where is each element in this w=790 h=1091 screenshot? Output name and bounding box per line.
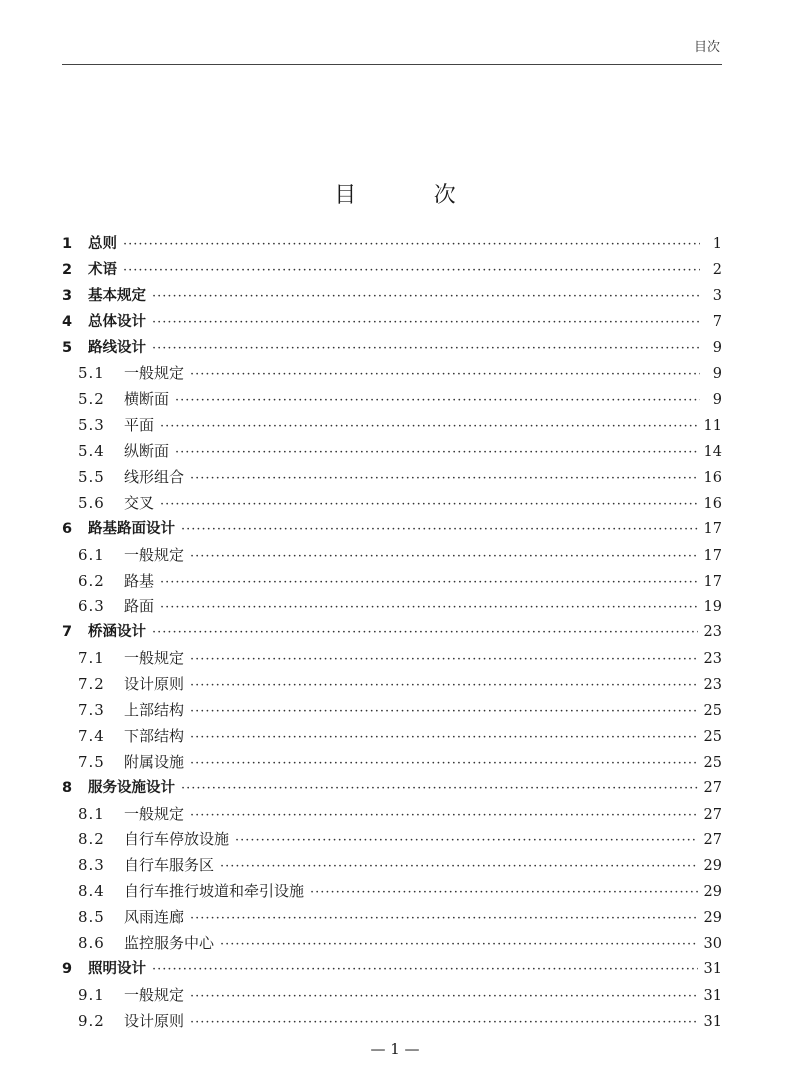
toc-entry-page: 17 xyxy=(703,547,722,564)
toc-entry-title: 附属设施 xyxy=(124,752,185,771)
toc-entry-number: 7.1 xyxy=(78,649,105,668)
toc-entry-title: 下部结构 xyxy=(124,726,185,745)
toc-entry-page: 25 xyxy=(703,703,722,720)
toc-entry-number: 8 xyxy=(62,779,73,796)
toc-entry-page: 31 xyxy=(703,1013,722,1030)
toc-section-entry[interactable] xyxy=(62,361,722,387)
toc-entry-page: 19 xyxy=(703,599,722,616)
toc-entry-title: 路面 xyxy=(124,597,155,616)
toc-entry-title: 总则 xyxy=(88,236,117,252)
toc-entry-page: 3 xyxy=(712,287,722,304)
toc-entry-page: 14 xyxy=(703,444,722,461)
toc-entry-title: 平面 xyxy=(124,416,155,435)
toc-section-entry[interactable] xyxy=(62,439,722,465)
toc-chapter-entry[interactable] xyxy=(62,258,722,284)
toc-section-entry[interactable] xyxy=(62,465,722,491)
toc-dot-leader xyxy=(152,620,698,646)
toc-dot-leader xyxy=(123,258,700,284)
toc-section-entry[interactable] xyxy=(62,1009,722,1035)
toc-entry-number: 7.2 xyxy=(78,675,105,694)
running-header-section: 目次 xyxy=(693,40,720,55)
toc-section-entry[interactable] xyxy=(62,594,722,620)
toc-entry-page: 9 xyxy=(712,366,722,383)
toc-section-entry[interactable] xyxy=(62,543,722,569)
toc-entry-number: 6.1 xyxy=(78,545,105,564)
toc-entry-title: 自行车服务区 xyxy=(124,856,215,875)
toc-entry-title: 设计原则 xyxy=(124,675,185,694)
toc-entry-number: 2 xyxy=(62,261,73,278)
toc-section-entry[interactable] xyxy=(62,879,722,905)
toc-dot-leader xyxy=(190,699,698,725)
toc-entry-title: 路基 xyxy=(124,571,155,590)
toc-section-entry[interactable] xyxy=(62,491,722,517)
toc-section-entry[interactable] xyxy=(62,387,722,413)
toc-dot-leader xyxy=(175,388,700,414)
toc-entry-title: 一般规定 xyxy=(124,545,185,564)
toc-entry-title: 一般规定 xyxy=(124,985,185,1004)
header-divider xyxy=(62,64,722,65)
toc-entry-title: 一般规定 xyxy=(124,649,185,668)
toc-dot-leader xyxy=(190,751,698,777)
toc-chapter-entry[interactable] xyxy=(62,284,722,310)
toc-dot-leader xyxy=(190,647,698,673)
toc-entry-number: 6.3 xyxy=(78,597,105,616)
toc-section-entry[interactable] xyxy=(62,853,722,879)
toc-section-entry[interactable] xyxy=(62,802,722,828)
toc-section-entry[interactable] xyxy=(62,672,722,698)
toc-entry-page: 27 xyxy=(703,832,722,849)
toc-section-entry[interactable] xyxy=(62,827,722,853)
toc-dot-leader xyxy=(160,595,698,621)
toc-section-entry[interactable] xyxy=(62,724,722,750)
toc-entry-page: 25 xyxy=(703,728,722,745)
toc-entry-page: 7 xyxy=(712,313,722,330)
toc-dot-leader xyxy=(190,466,698,492)
toc-entry-page: 17 xyxy=(703,520,722,537)
toc-entry-number: 8.3 xyxy=(78,856,105,875)
toc-section-entry[interactable] xyxy=(62,983,722,1009)
toc-section-entry[interactable] xyxy=(62,750,722,776)
toc-entry-page: 11 xyxy=(703,418,722,435)
toc-dot-leader xyxy=(181,517,698,543)
toc-entry-title: 自行车停放设施 xyxy=(124,830,230,849)
toc-entry-title: 路基路面设计 xyxy=(88,520,175,537)
toc-entry-title: 基本规定 xyxy=(88,287,146,304)
toc-entry-page: 1 xyxy=(712,236,722,252)
toc-entry-page: 29 xyxy=(703,910,722,927)
toc-entry-page: 27 xyxy=(703,779,722,796)
toc-entry-page: 2 xyxy=(712,261,722,278)
toc-entry-title: 总体设计 xyxy=(88,313,146,330)
toc-chapter-entry[interactable] xyxy=(62,620,722,646)
toc-dot-leader xyxy=(190,906,698,932)
table-of-contents xyxy=(62,232,722,1035)
toc-entry-number: 5.2 xyxy=(78,390,105,409)
toc-entry-title: 设计原则 xyxy=(124,1011,185,1030)
toc-entry-number: 5.5 xyxy=(78,468,105,487)
toc-entry-number: 5.3 xyxy=(78,416,105,435)
toc-entry-number: 7 xyxy=(62,624,73,641)
toc-entry-page: 30 xyxy=(703,936,722,953)
toc-entry-page: 25 xyxy=(703,754,722,771)
toc-dot-leader xyxy=(310,880,698,906)
toc-entry-page: 29 xyxy=(703,858,722,875)
toc-dot-leader xyxy=(152,957,698,983)
toc-entry-title: 一般规定 xyxy=(124,364,185,383)
toc-dot-leader xyxy=(175,440,698,466)
toc-entry-page: 9 xyxy=(712,339,722,356)
toc-entry-number: 9.2 xyxy=(78,1011,105,1030)
toc-dot-leader xyxy=(220,854,698,880)
toc-chapter-entry[interactable] xyxy=(62,232,722,258)
toc-entry-number: 8.6 xyxy=(78,934,105,953)
toc-dot-leader xyxy=(190,362,700,388)
toc-entry-page: 27 xyxy=(703,806,722,823)
toc-dot-leader xyxy=(160,492,698,518)
page-title: 目 次 xyxy=(334,183,491,208)
toc-entry-number: 8.2 xyxy=(78,830,105,849)
toc-entry-title: 照明设计 xyxy=(88,960,146,977)
toc-entry-title: 上部结构 xyxy=(124,701,185,720)
toc-entry-title: 纵断面 xyxy=(124,442,170,461)
page-number: — 1 — xyxy=(370,1040,420,1058)
toc-entry-title: 横断面 xyxy=(124,390,170,409)
toc-entry-title: 自行车推行坡道和牵引设施 xyxy=(124,882,305,901)
toc-entry-number: 7.4 xyxy=(78,726,105,745)
toc-entry-number: 8.1 xyxy=(78,804,105,823)
toc-entry-title: 线形组合 xyxy=(124,468,185,487)
toc-dot-leader xyxy=(160,570,698,596)
toc-dot-leader xyxy=(190,544,698,570)
toc-entry-page: 31 xyxy=(703,987,722,1004)
toc-dot-leader xyxy=(190,673,698,699)
toc-entry-number: 5.6 xyxy=(78,493,105,512)
toc-entry-title: 一般规定 xyxy=(124,804,185,823)
toc-chapter-entry[interactable] xyxy=(62,517,722,543)
toc-entry-number: 7.3 xyxy=(78,701,105,720)
toc-entry-number: 8.4 xyxy=(78,882,105,901)
toc-entry-number: 6.2 xyxy=(78,571,105,590)
toc-section-entry[interactable] xyxy=(62,413,722,439)
toc-entry-page: 23 xyxy=(703,651,722,668)
toc-dot-leader xyxy=(190,725,698,751)
toc-entry-title: 监控服务中心 xyxy=(124,934,215,953)
toc-entry-title: 桥涵设计 xyxy=(88,624,146,641)
toc-entry-page: 31 xyxy=(703,960,722,977)
toc-chapter-entry[interactable] xyxy=(62,336,722,362)
toc-entry-title: 路线设计 xyxy=(88,339,146,356)
toc-entry-number: 9.1 xyxy=(78,985,105,1004)
toc-entry-number: 5.4 xyxy=(78,442,105,461)
toc-dot-leader xyxy=(235,828,698,854)
toc-dot-leader xyxy=(190,803,698,829)
toc-entry-number: 4 xyxy=(62,313,73,330)
toc-section-entry[interactable] xyxy=(62,931,722,957)
toc-chapter-entry[interactable] xyxy=(62,310,722,336)
toc-section-entry[interactable] xyxy=(62,905,722,931)
toc-entry-page: 17 xyxy=(703,573,722,590)
toc-section-entry[interactable] xyxy=(62,698,722,724)
toc-dot-leader xyxy=(123,232,700,258)
toc-dot-leader xyxy=(190,984,698,1010)
toc-entry-number: 9 xyxy=(62,960,73,977)
toc-dot-leader xyxy=(152,284,700,310)
toc-dot-leader xyxy=(181,776,698,802)
toc-chapter-entry[interactable] xyxy=(62,776,722,802)
toc-entry-number: 1 xyxy=(62,236,73,252)
toc-entry-page: 9 xyxy=(712,392,722,409)
toc-entry-page: 23 xyxy=(703,677,722,694)
toc-entry-title: 交叉 xyxy=(124,493,155,512)
toc-entry-number: 3 xyxy=(62,287,73,304)
toc-dot-leader xyxy=(152,336,700,362)
toc-dot-leader xyxy=(220,932,698,958)
toc-entry-page: 16 xyxy=(703,470,722,487)
toc-dot-leader xyxy=(152,310,700,336)
toc-entry-title: 服务设施设计 xyxy=(88,779,175,796)
toc-entry-page: 16 xyxy=(703,495,722,512)
toc-section-entry[interactable] xyxy=(62,646,722,672)
toc-entry-page: 23 xyxy=(703,624,722,641)
toc-entry-number: 5.1 xyxy=(78,364,105,383)
toc-entry-page: 29 xyxy=(703,884,722,901)
toc-entry-title: 术语 xyxy=(88,261,117,278)
toc-entry-number: 5 xyxy=(62,339,73,356)
toc-entry-number: 6 xyxy=(62,520,73,537)
toc-dot-leader xyxy=(160,414,698,440)
toc-chapter-entry[interactable] xyxy=(62,957,722,983)
toc-entry-title: 风雨连廊 xyxy=(124,908,185,927)
toc-entry-number: 8.5 xyxy=(78,908,105,927)
toc-dot-leader xyxy=(190,1010,698,1036)
toc-entry-number: 7.5 xyxy=(78,752,105,771)
toc-section-entry[interactable] xyxy=(62,569,722,595)
